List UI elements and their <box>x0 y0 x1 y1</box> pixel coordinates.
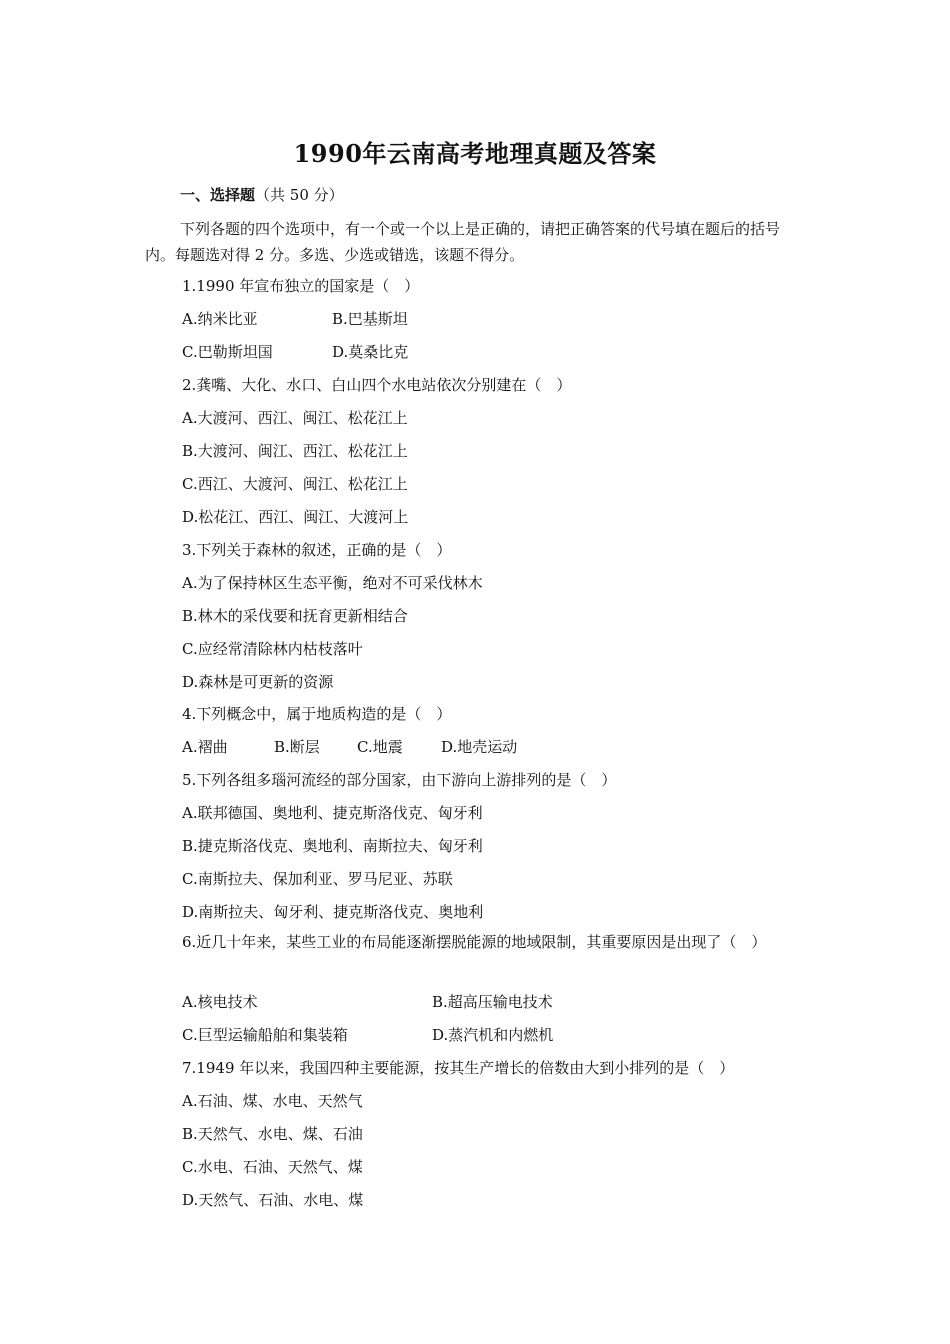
option-a: A.褶曲 <box>182 738 228 756</box>
option-a: A.纳米比亚 <box>182 310 258 328</box>
option-c: C.南斯拉夫、保加利亚、罗马尼亚、苏联 <box>182 870 453 888</box>
option-a: A.为了保持林区生态平衡，绝对不可采伐林木 <box>182 574 483 592</box>
section-points: （共 50 分） <box>255 186 344 204</box>
option-b: B.超高压输电技术 <box>432 993 553 1011</box>
question-5: 5.下列各组多瑙河流经的部分国家，由下游向上游排列的是（ ） <box>182 771 617 789</box>
option-d: D.森林是可更新的资源 <box>182 673 334 691</box>
option-d: D.地壳运动 <box>441 738 518 756</box>
question-1: 1.1990 年宣布独立的国家是（ ） <box>182 277 420 295</box>
question-4: 4.下列概念中，属于地质构造的是（ ） <box>182 705 452 723</box>
option-a: A.核电技术 <box>182 993 258 1011</box>
question-3: 3.下列关于森林的叙述，正确的是（ ） <box>182 541 452 559</box>
option-c: C.巨型运输船舶和集装箱 <box>182 1026 348 1044</box>
question-7: 7.1949 年以来，我国四种主要能源，按其生产增长的倍数由大到小排列的是（ ） <box>182 1059 735 1077</box>
option-d: D.松花江、西江、闽江、大渡河上 <box>182 508 409 526</box>
question-2: 2.龚嘴、大化、水口、白山四个水电站依次分别建在（ ） <box>182 376 572 394</box>
option-c: C.巴勒斯坦国 <box>182 343 273 361</box>
option-d: D.莫桑比克 <box>332 343 409 361</box>
option-b: B.天然气、水电、煤、石油 <box>182 1125 363 1143</box>
option-d: D.蒸汽机和内燃机 <box>432 1026 554 1044</box>
question-6-options-row2 <box>182 1025 553 1045</box>
option-c: C.应经常清除林内枯枝落叶 <box>182 640 363 658</box>
option-d: D.南斯拉夫、匈牙利、捷克斯洛伐克、奥地利 <box>182 903 484 921</box>
option-b: B.断层 <box>274 738 320 756</box>
section-title: 一、选择题 <box>180 186 256 204</box>
option-c: C.西江、大渡河、闽江、松花江上 <box>182 475 408 493</box>
question-6: 6.近几十年来，某些工业的布局能逐渐摆脱能源的地域限制，其重要原因是出现了（ ） <box>182 933 767 951</box>
question-4-options <box>182 737 517 757</box>
option-b: B.林木的采伐要和抚育更新相结合 <box>182 607 408 625</box>
option-b: B.捷克斯洛伐克、奥地利、南斯拉夫、匈牙利 <box>182 837 483 855</box>
section-heading <box>180 184 344 205</box>
option-b: B.大渡河、闽江、西江、松花江上 <box>182 442 408 460</box>
option-b: B.巴基斯坦 <box>332 310 408 328</box>
option-c: C.水电、石油、天然气、煤 <box>182 1158 363 1176</box>
instructions: 下列各题的四个选项中，有一个或一个以上是正确的，请把正确答案的代号填在题后的括号内。每题选对得 2 分。多选、少选或错选，该题不得分。 <box>145 220 781 264</box>
option-d: D.天然气、石油、水电、煤 <box>182 1191 364 1209</box>
question-1-options-row1 <box>182 309 408 329</box>
option-c: C.地震 <box>357 738 403 756</box>
question-1-options-row2 <box>182 342 408 362</box>
option-a: A.联邦德国、奥地利、捷克斯洛伐克、匈牙利 <box>182 804 483 822</box>
option-a: A.大渡河、西江、闽江、松花江上 <box>182 409 408 427</box>
question-6-options-row1 <box>182 992 553 1012</box>
page-title: 1990年云南高考地理真题及答案 <box>293 139 657 168</box>
option-a: A.石油、煤、水电、天然气 <box>182 1092 363 1110</box>
